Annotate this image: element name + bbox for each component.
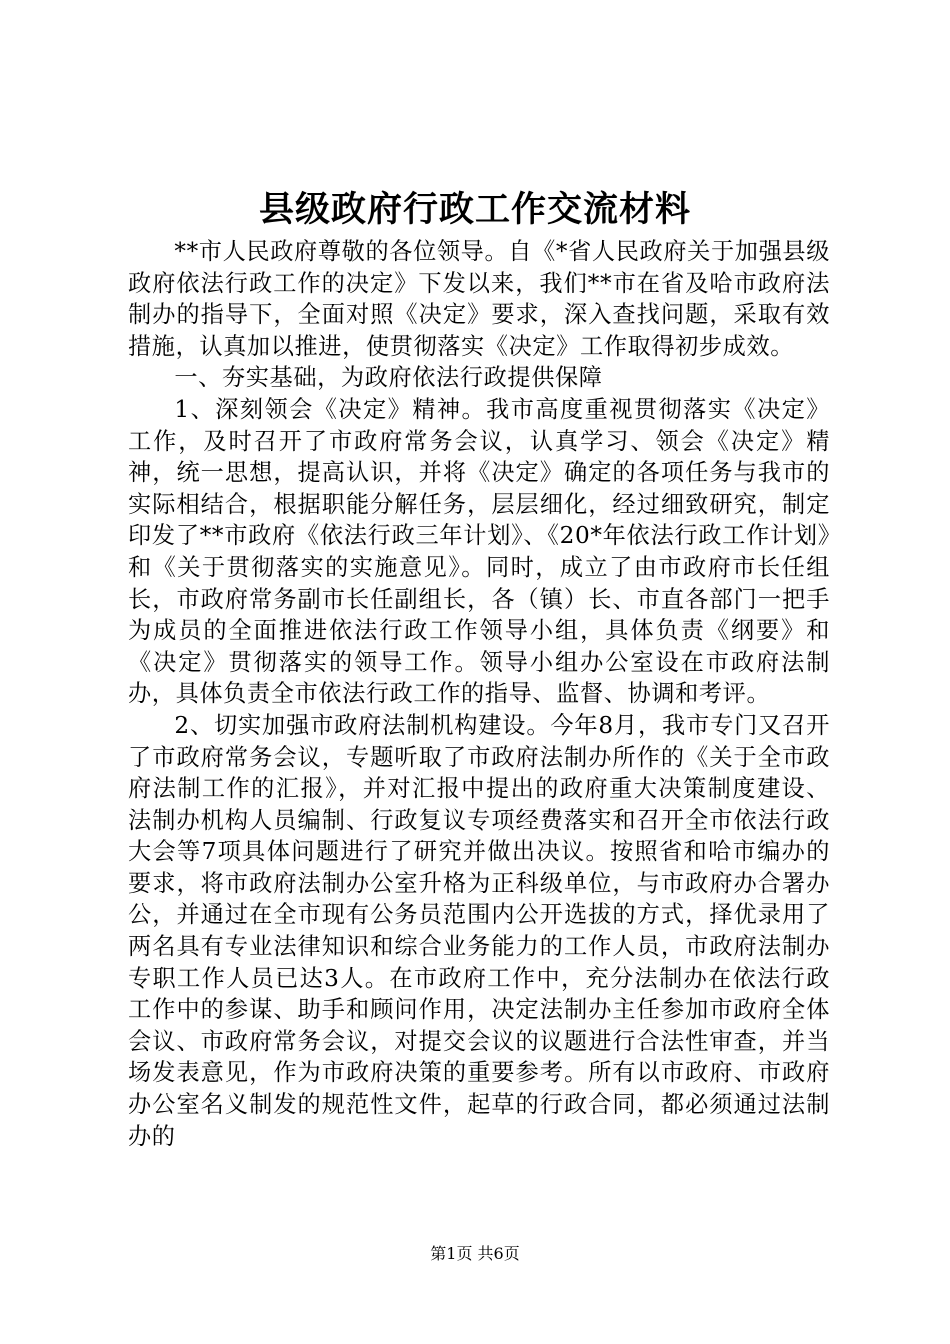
body-paragraph-2: 2、切实加强市政府法制机构建设。今年8月，我市专门又召开了市政府常务会议，专题听取了市政府法制办所作的《关于全市政府法制工作的汇报》，并对汇报中提出的政府重大决策制度建设、法制办机构人员编制、行政复议专项经费落实和召开全市依法行政大会等7项具体问题进行了研究并做出决议。按照省和哈市编办的要求，将市政府法制办公室升格为正科级单位，与市政府办合署办公，并通过在全市现有公务员范围内公开选拔的方式，择优录用了两名具有专业法律知识和综合业务能力的工作人员，市政府法制办专职工作人员已达3人。在市政府工作中，充分法制办在依法行政工作中的参谋、助手和顾问作用，决定法制办主任参加市政府全体会议、市政府常务会议，对提交会议的议题进行合法性审查，并当场发表意见，作为市政府决策的重要参考。所有以市政府、市政府办公室名义制发的规范性文件，起草的行政合同，都必须通过法制办的	[128, 711, 830, 1150]
document-title: 县级政府行政工作交流材料	[258, 189, 691, 230]
page-footer: 第1页 共6页	[430, 1244, 520, 1263]
intro-paragraph: **市人民政府尊敬的各位领导。自《*省人民政府关于加强县级政府依法行政工作的决定》下发以来，我们**市在省及哈市政府法制办的指导下，全面对照《决定》要求，深入查找问题，采取有效措施，认真加以推进，使贯彻落实《决定》工作取得初步成效。	[128, 238, 830, 360]
body-paragraph-1: 1、深刻领会《决定》精神。我市高度重视贯彻落实《决定》工作，及时召开了市政府常务会议，认真学习、领会《决定》精神，统一思想，提高认识，并将《决定》确定的各项任务与我市的实际相结合，根据职能分解任务，层层细化，经过细致研究，制定印发了**市政府《依法行政三年计划》、《20*年依法行政工作计划》和《关于贯彻落实的实施意见》。同时，成立了由市政府市长任组长，市政府常务副市长任副组长，各（镇）长、市直各部门一把手为成员的全面推进依法行政工作领导小组，具体负责《纲要》和《决定》贯彻落实的领导工作。领导小组办公室设在市政府法制办，具体负责全市依法行政工作的指导、监督、协调和考评。	[128, 395, 830, 708]
section-heading: 一、夯实基础，为政府依法行政提供保障	[174, 364, 603, 392]
document-body	[128, 236, 830, 1152]
